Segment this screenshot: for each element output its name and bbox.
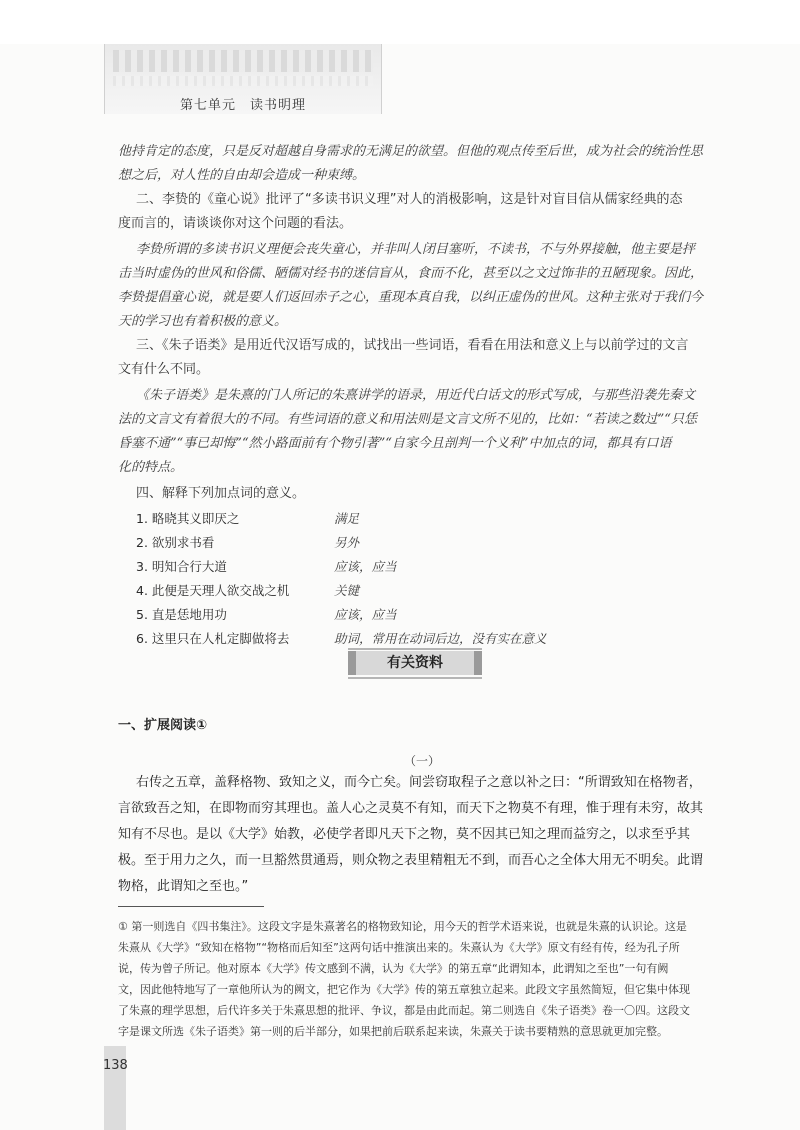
exercise-item: 5. 直是恁地用功 [136, 607, 227, 622]
reading-line: 言欲致吾之知，在即物而穷其理也。盖人心之灵莫不有知，而天下之物莫不有理，惟于理有未穷，故其 [118, 801, 704, 816]
question-4: 四、解释下列加点词的意义。 [136, 486, 306, 501]
running-header [104, 44, 382, 114]
section-title: 一、扩展阅读① [118, 718, 208, 733]
header-ornament [113, 50, 373, 72]
banner-rule-bottom [348, 677, 482, 679]
exercise-answer: 应该，应当 [334, 559, 397, 574]
exercise-answer: 另外 [334, 535, 360, 550]
footnote-line: 了朱熹的理学思想，后代许多关于朱熹思想的批评、争议，都是由此而起。第二则选自《朱子语类》卷一〇四。这段文 [118, 1004, 690, 1017]
reading-line: 右传之五章，盖释格物、致知之义，而今亡矣。间尝窃取程子之意以补之曰：“所谓致知在格物者， [136, 775, 702, 790]
question-3-line: 三、《朱子语类》是用近代汉语写成的，试找出一些词语，看看在用法和意义上与以前学过的文言 [136, 338, 689, 353]
banner-rule-top [348, 648, 482, 650]
section-banner: 有关资料 [348, 651, 482, 675]
question-2-line: 二、李贽的《童心说》批评了“多读书识义理”对人的消极影响，这是针对盲目信从儒家经典的态 [136, 192, 683, 207]
reading-line: 知有不尽也。是以《大学》始教，必使学者即凡天下之物，莫不因其已知之理而益穷之，以求至乎其 [118, 827, 691, 842]
reading-line: 极。至于用力之久，而一旦豁然贯通焉，则众物之表里精粗无不到，而吾心之全体大用无不明矣。此谓 [118, 853, 704, 868]
answer-2-line: 李贽提倡童心说，就是要人们返回赤子之心，重现本真自我，以纠正虚伪的世风。这种主张对于我们今 [118, 290, 704, 305]
question-2-line: 度而言的，请谈谈你对这个问题的看法。 [118, 216, 353, 231]
exercise-answer: 关键 [334, 583, 360, 598]
answer-2-line: 击当时虚伪的世风和俗儒、陋儒对经书的迷信盲从，食而不化，甚至以之文过饰非的丑陋现象。因此， [118, 266, 704, 281]
page-number: 138 [103, 1058, 128, 1073]
top-margin [0, 0, 800, 44]
answer-1-line: 他持肯定的态度，只是反对超越自身需求的无满足的欲望。但他的观点传至后世，成为社会的统治性思 [118, 144, 704, 159]
answer-3-line: 昏塞不通”“事已却悔”“然小路面前有个物引著”“自家今且剖判一个义利”中加点的词，都具有口语 [118, 436, 672, 451]
answer-3-line: 法的文言文有着很大的不同。有些词语的意义和用法则是文言文所不见的，比如：“若读之数过”“只恁 [118, 412, 697, 427]
footnote-line: 朱熹从《大学》“致知在格物”“物格而后知至”这两句话中推演出来的。朱熹认为《大学》原文有经有传，经为孔子所 [118, 941, 680, 954]
answer-3-line: 《朱子语类》是朱熹的门人所记的朱熹讲学的语录，用近代白话文的形式写成，与那些沿袭先秦文 [136, 388, 696, 403]
exercise-answer: 应该，应当 [334, 607, 397, 622]
unit-title: 第七单元 读书明理 [179, 98, 306, 113]
exercise-answer: 满足 [334, 511, 360, 526]
footnote-line: 字是课文所选《朱子语类》第一则的后半部分，如果把前后联系起来读，朱熹关于读书要精熟的意思就更加完整。 [118, 1025, 668, 1038]
header-ornament-lower [113, 76, 373, 86]
exercise-item: 4. 此便是天理人欲交战之机 [136, 583, 290, 598]
exercise-answer: 助词，常用在动词后边，没有实在意义 [334, 631, 547, 646]
exercise-item: 3. 明知合行大道 [136, 559, 227, 574]
answer-3-line: 化的特点。 [118, 460, 184, 475]
exercise-item: 6. 这里只在人札定脚做将去 [136, 631, 290, 646]
answer-2-line: 天的学习也有着积极的意义。 [118, 314, 288, 329]
footnote-rule [118, 906, 264, 907]
question-3-line: 文有什么不同。 [118, 362, 210, 377]
footnote-line: ① 第一则选自《四书集注》。这段文字是朱熹著名的格物致知论，用今天的哲学术语来说，也就是朱熹的认识论。这是 [118, 920, 687, 933]
answer-2-line: 李贽所谓的多读书识义理便会丧失童心，并非叫人闭目塞听，不读书，不与外界接触，他主要是抨 [136, 242, 696, 257]
answer-1-line: 想之后，对人性的自由却会造成一种束缚。 [118, 168, 366, 183]
footnote-line: 说，传为曾子所记。他对原本《大学》传文感到不满，认为《大学》的第五章“此谓知本，此谓知之至也”一句有阙 [118, 962, 669, 975]
exercise-item: 2. 欲别求书看 [136, 535, 215, 550]
reading-line: 物格，此谓知之至也。” [118, 879, 249, 894]
reading-subtitle: （一） [404, 754, 441, 768]
exercise-item: 1. 略晓其义即厌之 [136, 511, 240, 526]
footnote-line: 文，因此他特地写了一章他所认为的阙文，把它作为《大学》传的第五章独立起来。此段文字虽然简短，但它集中体现 [118, 983, 690, 996]
